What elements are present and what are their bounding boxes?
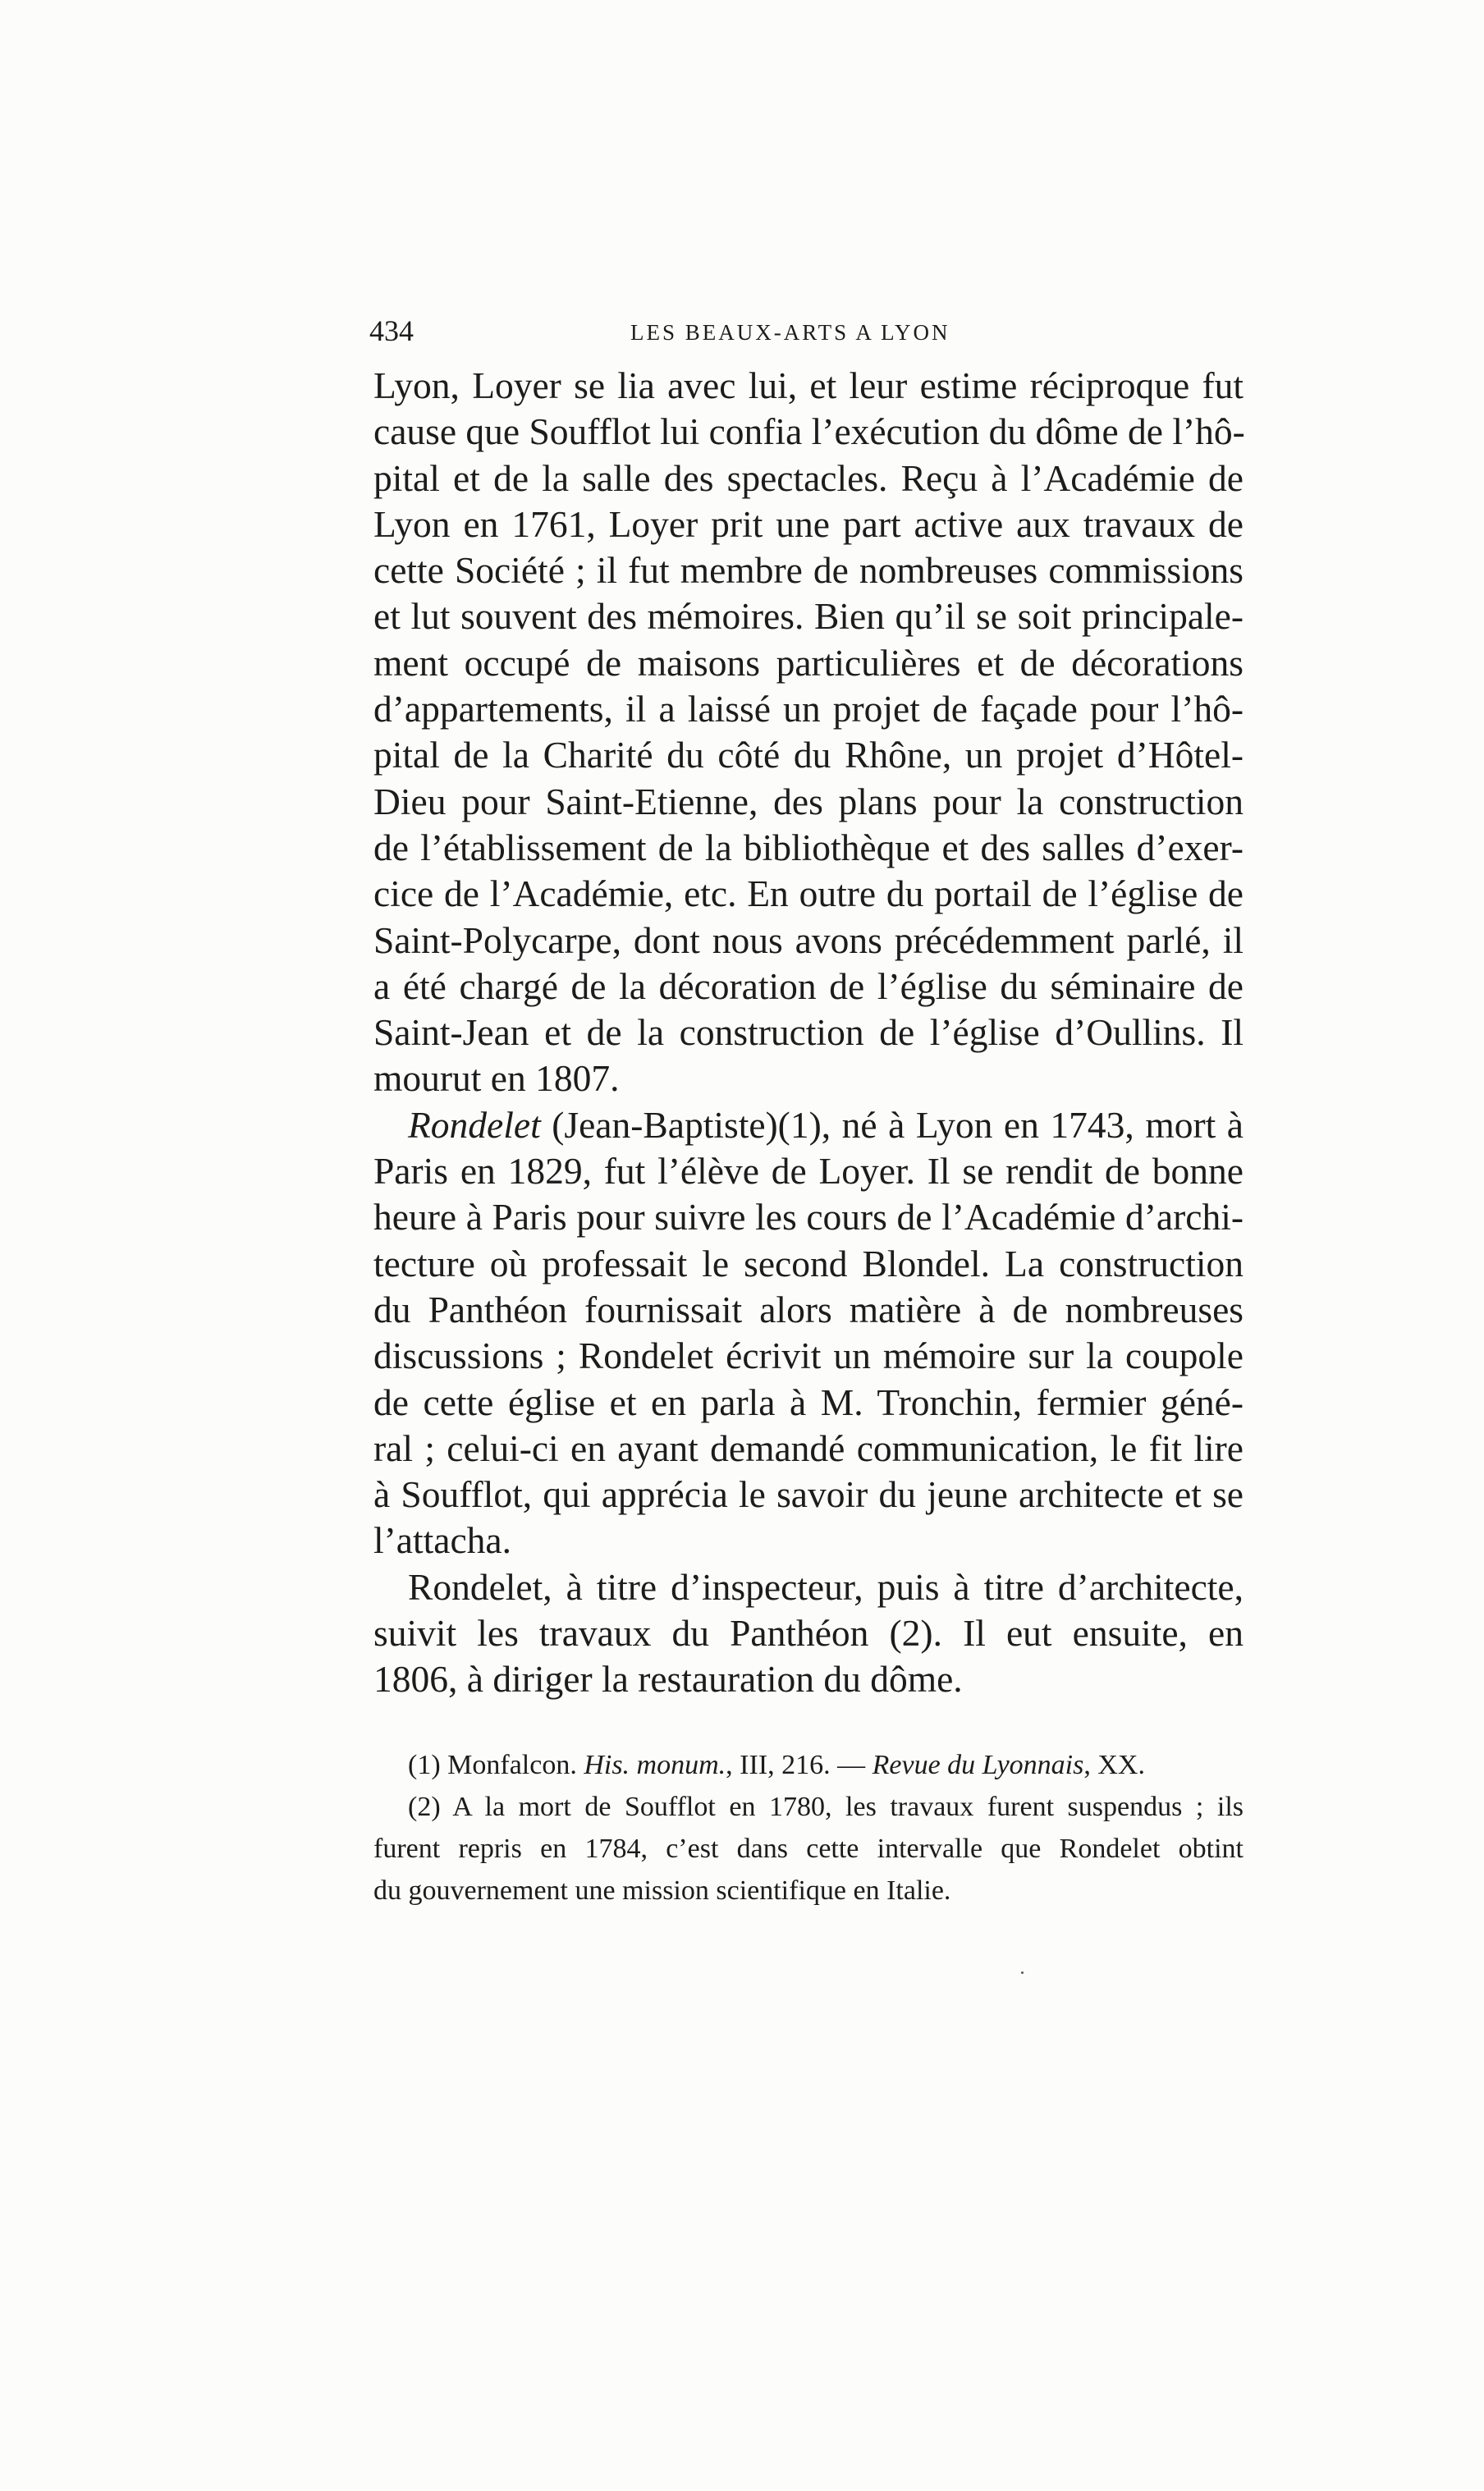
text-line: cette Société ; il fut membre de nombreuses commissions — [373, 549, 1244, 592]
text-line: d’appartements, il a laissé un projet de façade pour l’hô- — [373, 688, 1244, 730]
name-rondelet: Rondelet — [408, 1103, 541, 1146]
text-line — [373, 1102, 1244, 1148]
text-line: Saint-Polycarpe, dont nous avons précédemment parlé, il — [373, 918, 1244, 961]
line-text: (Jean-Baptiste)(1), né à Lyon en 1743, mort à — [540, 1103, 1244, 1146]
text-line: a été chargé de la décoration de l’église du séminaire de — [373, 964, 1244, 1007]
ink-speck — [1021, 1971, 1024, 1974]
footnote-2-line: (2) A la mort de Soufflot en 1780, les travaux furent suspendus ; ils — [408, 1792, 1244, 1822]
footnote-text: , XX. — [1083, 1750, 1145, 1780]
text-line: cice de l’Académie, etc. En outre du portail de l’église de — [373, 872, 1244, 915]
text-line: l’attacha. — [373, 1519, 511, 1562]
text-line: Saint-Jean et de la construction de l’église d’Oullins. Il — [373, 1011, 1244, 1054]
text-line: de cette église et en parla à M. Tronchin, fermier géné- — [373, 1381, 1244, 1423]
text-line: 1806, à diriger la restauration du dôme. — [373, 1658, 963, 1701]
text-line: ral ; celui-ci en ayant demandé communication, le fit lire — [373, 1426, 1244, 1469]
text-line: heure à Paris pour suivre les cours de l’Académie d’archi- — [373, 1196, 1244, 1239]
footnote-2-line: du gouvernement une mission scientifique en Italie. — [373, 1875, 951, 1906]
text-line: du Panthéon fournissait alors matière à de nombreuses — [373, 1288, 1244, 1330]
text-line: Lyon en 1761, Loyer prit une part active aux travaux de — [373, 502, 1244, 545]
text-line: pital et de la salle des spectacles. Reçu à l’Académie de — [373, 456, 1244, 499]
text-line: Lyon, Loyer se lia avec lui, et leur estime réciproque fut — [373, 364, 1244, 406]
footnotes — [373, 1744, 1244, 1912]
text-line: suivit les travaux du Panthéon (2). Il eut ensuite, en — [373, 1612, 1244, 1655]
footnote-title: Revue du Lyonnais — [872, 1750, 1084, 1780]
text-line: mourut en 1807. — [373, 1057, 620, 1100]
text-line: à Soufflot, qui apprécia le savoir du jeune architecte et se — [373, 1473, 1244, 1516]
footnote-1 — [373, 1744, 1244, 1786]
footnote-text: , III, 216. — — [726, 1750, 873, 1780]
text-line: discussions ; Rondelet écrivit un mémoire sur la coupole — [373, 1335, 1244, 1377]
text-line: Paris en 1829, fut l’élève de Loyer. Il se rendit de bonne — [373, 1150, 1244, 1193]
text-line: et lut souvent des mémoires. Bien qu’il se soit principale- — [373, 595, 1244, 638]
footnote-2-line: furent repris en 1784, c’est dans cette intervalle que Rondelet obtint — [373, 1834, 1244, 1864]
text-line: pital de la Charité du côté du Rhône, un projet d’Hôtel- — [373, 734, 1244, 776]
text-line: Rondelet, à titre d’inspecteur, puis à titre d’architecte, — [408, 1565, 1244, 1608]
main-text — [373, 363, 1244, 1703]
text-line: ment occupé de maisons particulières et de décorations — [373, 641, 1244, 684]
footnote-title: His. monum. — [584, 1750, 726, 1780]
text-line: cause que Soufflot lui confia l’exécution du dôme de l’hô- — [373, 410, 1245, 453]
footnote-text: (1) Monfalcon. — [408, 1750, 584, 1780]
running-title: LES BEAUX-ARTS A LYON — [630, 320, 950, 345]
text-line: de l’établissement de la bibliothèque et des salles d’exer- — [373, 826, 1244, 868]
text-line: tecture où professait le second Blondel. La construction — [373, 1242, 1244, 1284]
text-line: Dieu pour Saint-Etienne, des plans pour la construction — [373, 780, 1244, 822]
page-header — [369, 310, 1042, 359]
page-number: 434 — [369, 314, 414, 347]
